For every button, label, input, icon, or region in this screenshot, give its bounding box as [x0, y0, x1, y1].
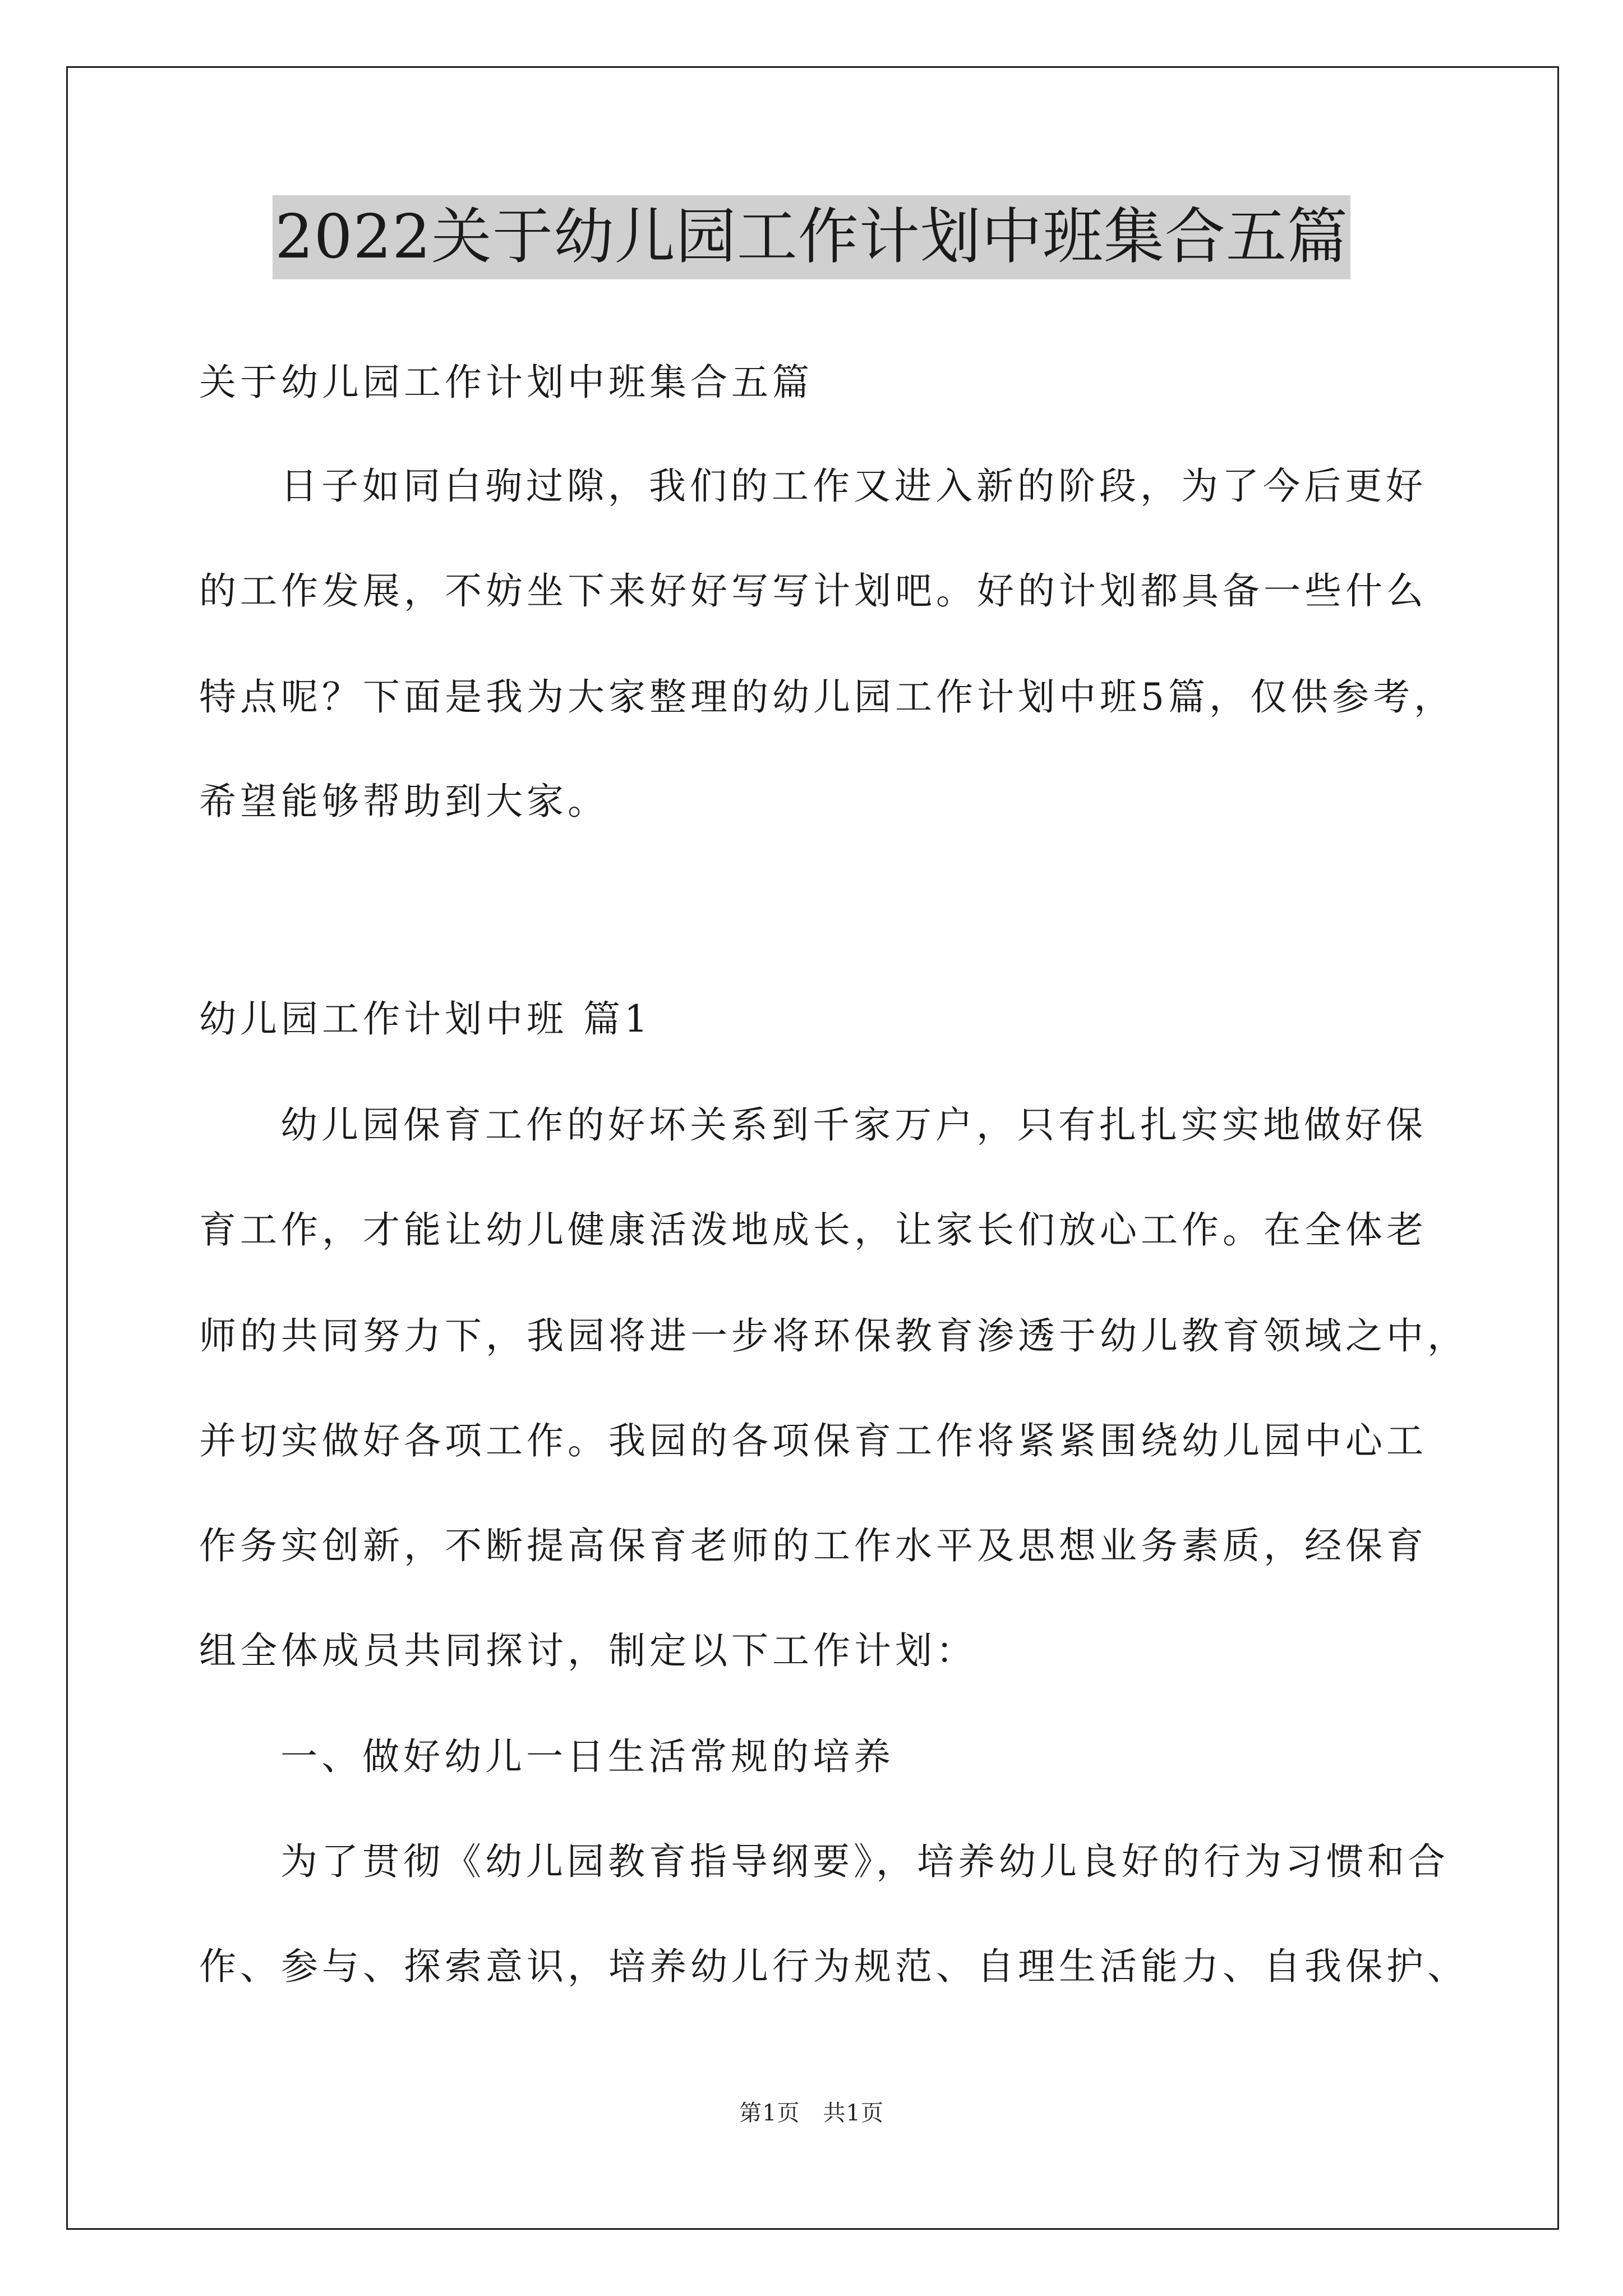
item-line: 作、参与、探索意识，培养幼儿行为规范、自理生活能力、自我保护、 [199, 1945, 1468, 1988]
subtitle: 关于幼儿园工作计划中班集合五篇 [199, 361, 813, 404]
intro-line: 日子如同白驹过隙，我们的工作又进入新的阶段，为了今后更好 [280, 464, 1427, 508]
item-heading: 一、做好幼儿一日生活常规的培养 [280, 1735, 895, 1778]
item-line: 为了贯彻《幼儿园教育指导纲要》，培养幼儿良好的行为习惯和合 [280, 1840, 1449, 1883]
section-line: 育工作，才能让幼儿健康活泼地成长，让家长们放心工作。在全体老 [199, 1208, 1427, 1251]
section-line: 幼儿园保育工作的好坏关系到千家万户，只有扎扎实实地做好保 [280, 1103, 1427, 1147]
document-title-text: 2022关于幼儿园工作计划中班集合五篇 [273, 195, 1350, 279]
section-line: 师的共同努力下，我园将进一步将环保教育渗透于幼儿教育领域之中， [199, 1314, 1468, 1358]
section-heading: 幼儿园工作计划中班 篇1 [199, 997, 652, 1041]
intro-line: 特点呢？下面是我为大家整理的幼儿园工作计划中班5篇，仅供参考， [199, 675, 1455, 719]
page-footer: 第1页 共1页 [739, 2100, 884, 2126]
intro-line: 希望能够帮助到大家。 [199, 780, 608, 823]
section-line: 组全体成员共同探讨，制定以下工作计划： [199, 1629, 977, 1672]
section-line: 并切实做好各项工作。我园的各项保育工作将紧紧围绕幼儿园中心工 [199, 1419, 1427, 1462]
intro-line: 的工作发展，不妨坐下来好好写写计划吧。好的计划都具备一些什么 [199, 569, 1427, 613]
document-title [0, 195, 1623, 279]
section-line: 作务实创新，不断提高保育老师的工作水平及思想业务素质，经保育 [199, 1524, 1427, 1567]
